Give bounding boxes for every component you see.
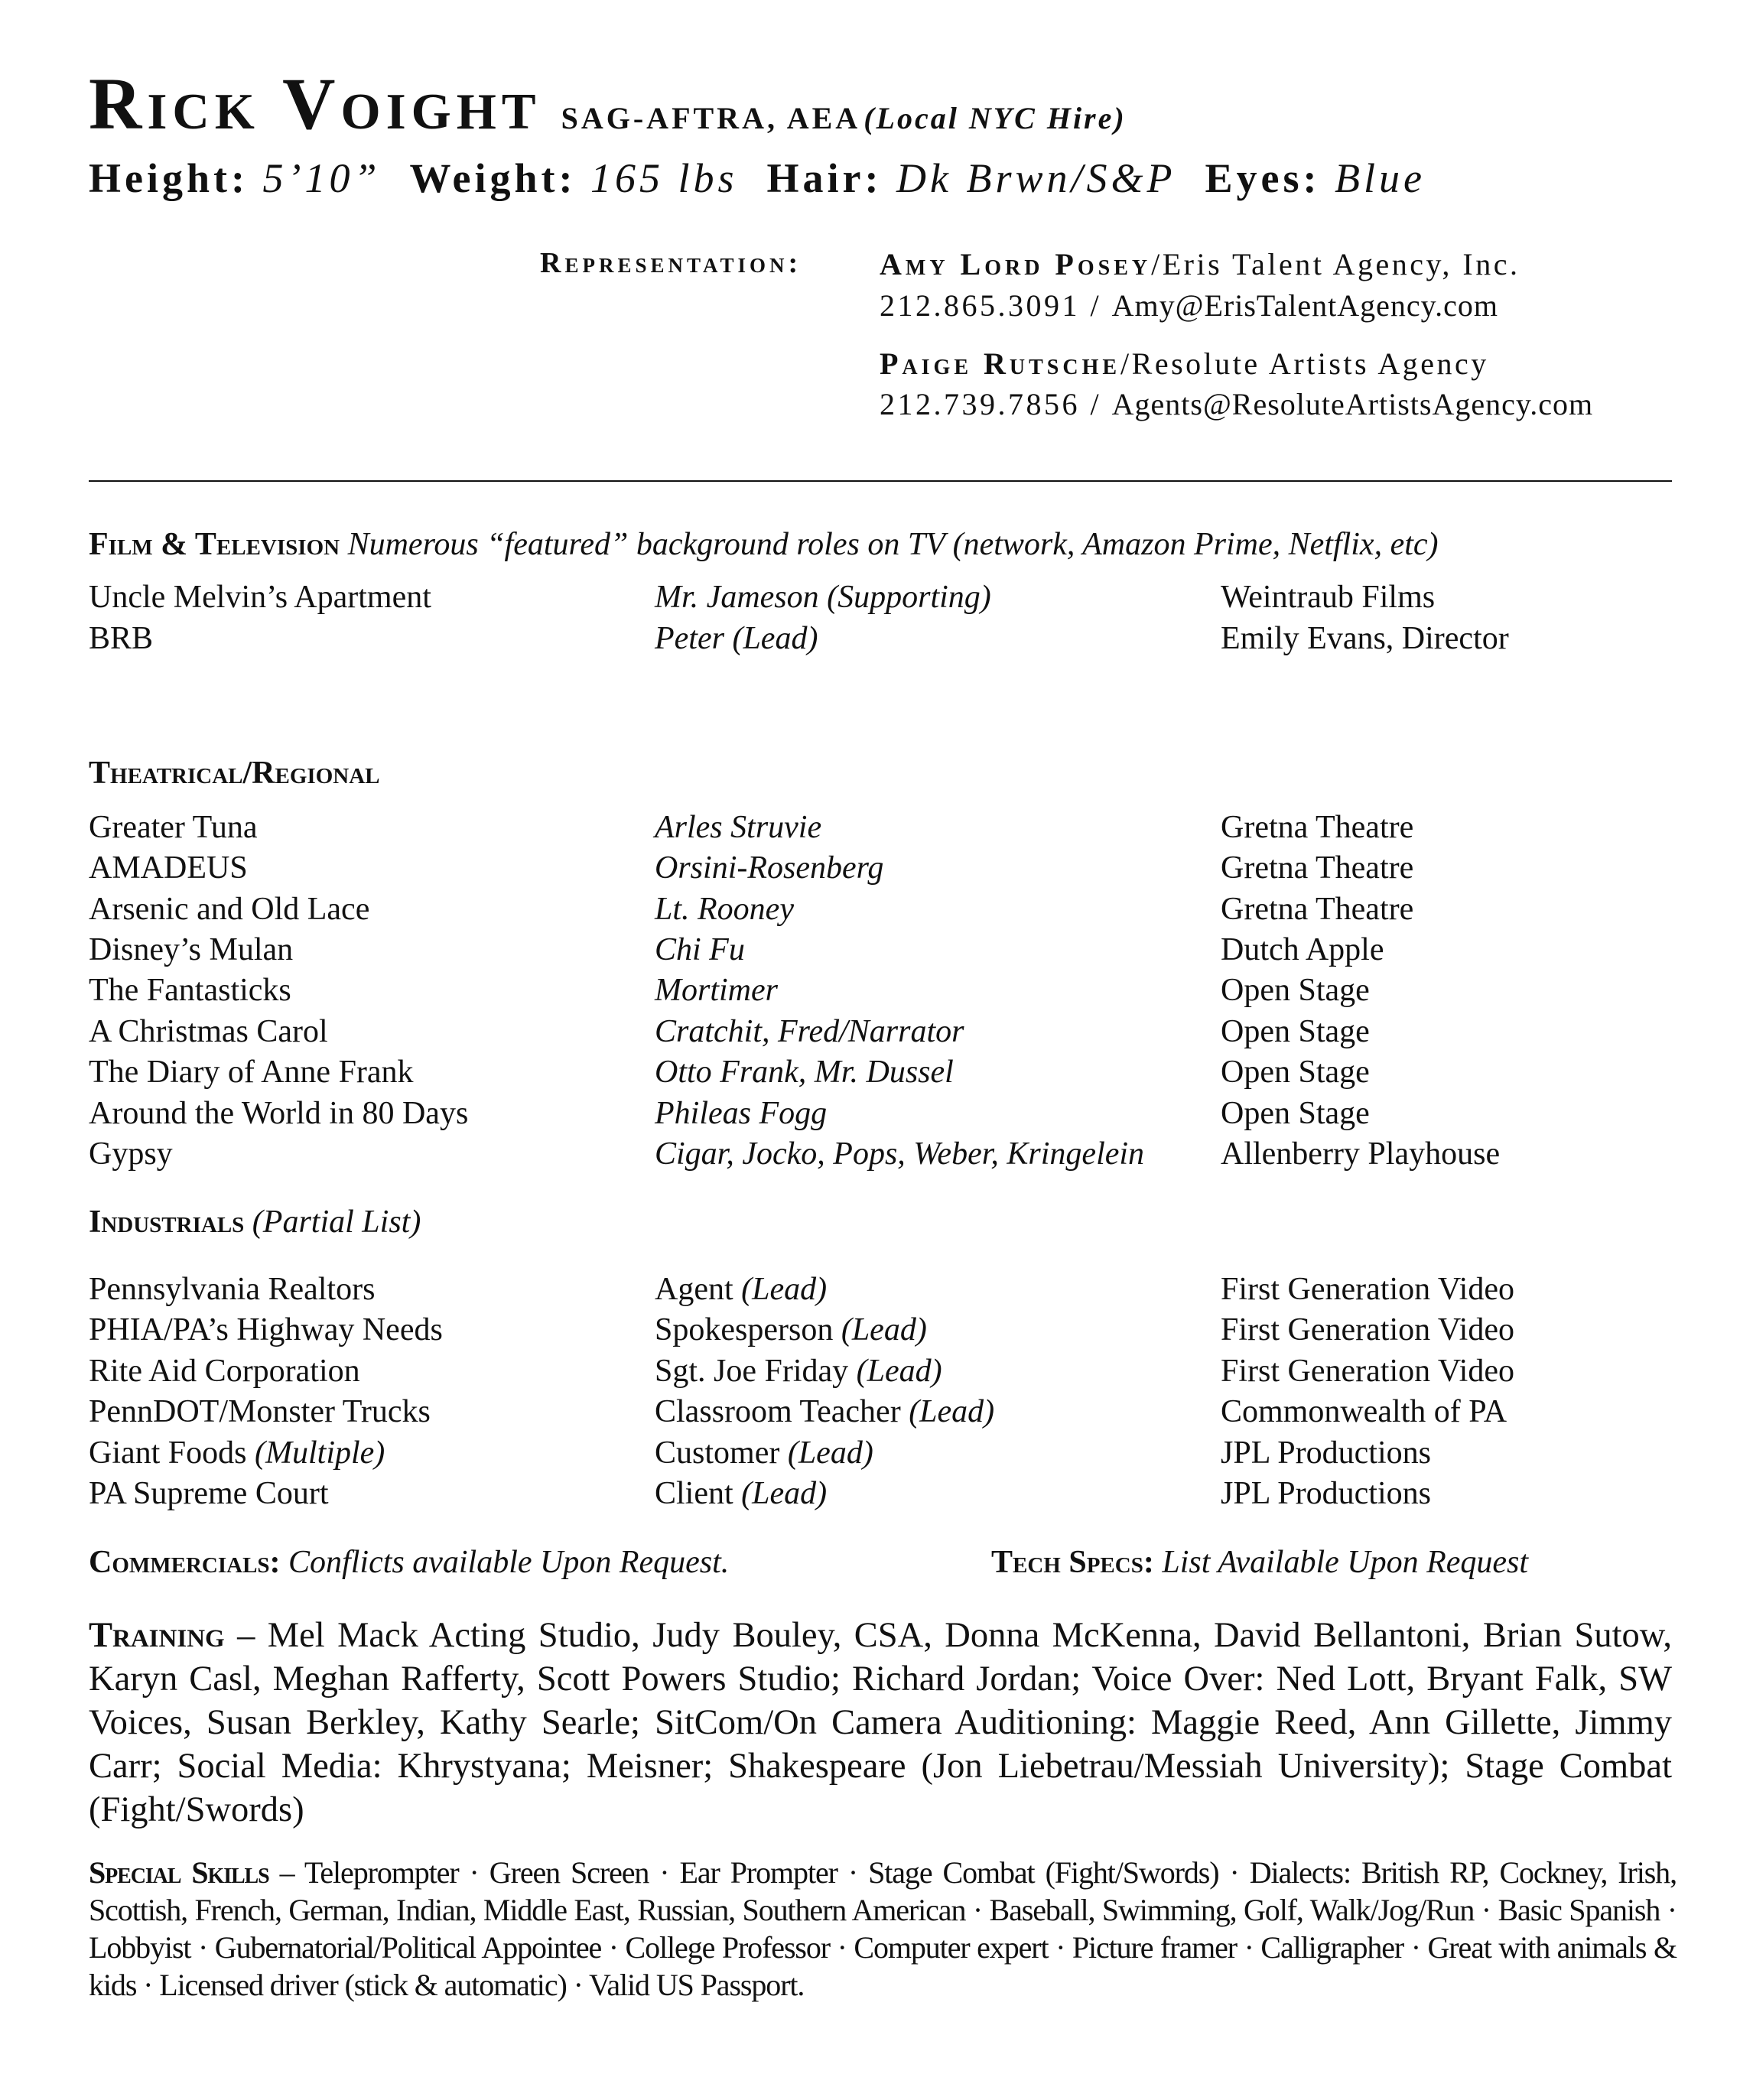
theatre-row-9-role [655,1136,1144,1172]
industrial-row-6-title [89,1475,328,1512]
commercials-line [89,1544,729,1581]
industrial-row-6-role [655,1475,827,1512]
local-hire-note: (Local NYC Hire) [863,101,1127,135]
theatre-row-9-title: Gypsy [89,1136,173,1172]
theatre-row-2-title: AMADEUS [89,850,248,886]
agent-1-phone: 212.865.3091 / [880,288,1112,323]
industrial-row-5-role-note: (Lead) [787,1435,873,1471]
agent-2-name-line [880,346,1489,382]
theatre-row-2-company: Gretna Theatre [1221,850,1414,886]
film-tv-heading: Film & Television [89,527,340,562]
film-row-1-role [655,579,991,616]
theatre-row-9-role-text: Cigar, Jocko, Pops, Weber, Kringelein [655,1136,1145,1172]
theatre-row-1-title: Greater Tuna [89,810,258,845]
film-row-2-title: BRB [89,621,154,656]
training-text: – Mel Mack Acting Studio, Judy Bouley, CSA, Donna McKenna, David Bellantoni, Brian Sutow, Karyn Casl, Meghan Rafferty, Scott Powers Studio; Richard Jordan; Voice Over: Ned Lott, Bryant Falk, SW Voices, Susan Berkley, Kathy Searle; SitCom/On Camera Auditioning: Maggie Reed, Ann Gillette, Jimmy Carr; Social Media: Khrystyana; Meisner; Shakespeare (Jon Liebetrau/Messiah University); Stage Combat (Fight/Swords) [89,1616,1672,1829]
theatre-row-6-title: A Christmas Carol [89,1014,328,1049]
special-skills-heading: Special Skills [89,1855,269,1890]
union-affiliations: SAG-AFTRA, AEA [561,101,861,135]
industrial-row-2-role-text: Spokesperson [655,1312,834,1347]
theatre-row-8-role [655,1095,827,1132]
commercials-heading: Commercials: [89,1545,281,1580]
film-row-1-title: Uncle Melvin’s Apartment [89,580,431,615]
industrial-row-1-role-text: Agent [655,1272,733,1307]
industrial-row-2-role-note: (Lead) [841,1312,927,1347]
theatre-row-6-role [655,1013,964,1050]
film-row-1-role-text: Mr. Jameson (Supporting) [655,580,991,615]
theatre-row-8-title: Around the World in 80 Days [89,1096,469,1131]
special-skills-text: – Teleprompter · Green Screen · Ear Prompter · Stage Combat (Fight/Swords) · Dialects: British RP, Cockney, Irish, Scottish, French, German, Indian, Middle East, Russian, Southern American · Baseball, Swimming, Golf, Walk/Jog/Run · Basic Spanish · Lobbyist · Gubernatorial/Political Appointee · College Professor · Computer expert · Picture framer · Calligrapher · Great with animals & kids · Licensed driver (stick & automatic) · Valid US Passport. [89,1855,1677,2002]
industrial-row-2-title-text: PHIA/PA’s Highway Needs [89,1312,443,1347]
commercials-note: Conflicts available Upon Request. [288,1545,730,1580]
theatre-row-7-role-text: Otto Frank, Mr. Dussel [655,1055,954,1090]
industrial-row-5-role [655,1435,873,1471]
industrial-row-2-title [89,1312,443,1348]
industrial-row-4-title-text: PennDOT/Monster Trucks [89,1394,431,1429]
theatre-row-6-role-text: Cratchit, Fred/Narrator [655,1014,964,1049]
hair-label: Hair: [766,155,883,201]
agent-1-name-line [880,246,1520,282]
representation-label: Representation: [540,247,802,279]
theatre-row-1-role-text: Arles Struvie [655,810,822,845]
agent-2-contact-line [880,386,1593,422]
industrial-row-3-role [655,1353,942,1390]
industrial-row-5-title [89,1435,385,1471]
industrial-row-3-role-text: Sgt. Joe Friday [655,1354,849,1389]
training-heading: Training [89,1616,225,1655]
industrial-row-6-company: JPL Productions [1221,1476,1431,1511]
weight-label: Weight: [409,155,577,201]
industrial-row-1-title [89,1271,375,1308]
tech-specs-note: List Available Upon Request [1162,1545,1529,1580]
agent-2-name: Paige Rutsche [880,346,1121,381]
physical-stats [89,154,1426,202]
theatre-row-7-role [655,1054,954,1091]
industrials-heading-line [89,1204,421,1240]
industrial-row-3-title-text: Rite Aid Corporation [89,1354,360,1389]
height-label: Height: [89,155,249,201]
theatre-row-1-company: Gretna Theatre [1221,810,1414,845]
industrial-row-5-company: JPL Productions [1221,1435,1431,1471]
special-skills-paragraph [89,1854,1677,2004]
agent-1-email[interactable]: Amy@ErisTalentAgency.com [1111,288,1498,323]
hair-value: Dk Brwn/S&P [896,155,1176,201]
theatre-row-1-role [655,809,821,846]
industrial-row-1-role [655,1271,827,1308]
industrial-row-4-role-text: Classroom Teacher [655,1394,901,1429]
industrial-row-2-role [655,1312,927,1348]
theatre-row-3-title: Arsenic and Old Lace [89,892,370,927]
eyes-value: Blue [1334,155,1426,201]
film-row-2-company: Emily Evans, Director [1221,621,1509,656]
eyes-label: Eyes: [1205,155,1321,201]
tech-specs-heading: Tech Specs: [991,1545,1154,1580]
agent-2-email[interactable]: Agents@ResoluteArtistsAgency.com [1111,387,1594,421]
industrial-row-4-company: Commonwealth of PA [1221,1394,1507,1429]
weight-value: 165 lbs [590,155,738,201]
industrial-row-2-company: First Generation Video [1221,1312,1514,1347]
industrial-row-5-title-note: (Multiple) [255,1435,385,1471]
theatre-heading-line [89,755,379,792]
theatre-row-8-company: Open Stage [1221,1096,1370,1131]
theatre-row-7-company: Open Stage [1221,1055,1370,1090]
industrial-row-5-role-text: Customer [655,1435,780,1471]
industrial-row-3-company: First Generation Video [1221,1354,1514,1389]
theatre-row-8-role-text: Phileas Fogg [655,1096,828,1131]
industrial-row-3-title [89,1353,360,1390]
theatre-row-4-title: Disney’s Mulan [89,932,294,967]
industrial-row-4-title [89,1393,431,1430]
film-row-2-role [655,620,818,657]
film-tv-heading-line [89,526,1439,563]
theatre-row-4-company: Dutch Apple [1221,932,1384,967]
theatre-row-6-company: Open Stage [1221,1014,1370,1049]
theatre-row-2-role-text: Orsini-Rosenberg [655,850,884,886]
industrials-note: (Partial List) [252,1204,421,1240]
industrial-row-1-title-text: Pennsylvania Realtors [89,1272,376,1307]
theatre-row-4-role-text: Chi Fu [655,932,745,967]
agent-2-agency: /Resolute Artists Agency [1120,346,1489,381]
theatre-row-3-company: Gretna Theatre [1221,892,1414,927]
theatre-row-3-role [655,891,794,928]
film-tv-note: Numerous “featured” background roles on TV (network, Amazon Prime, Netflix, etc) [347,527,1439,562]
theatre-row-3-role-text: Lt. Rooney [655,892,794,927]
theatre-row-9-company: Allenberry Playhouse [1221,1136,1501,1172]
tech-specs-line [991,1544,1528,1581]
theatre-row-5-role [655,972,778,1009]
film-row-2-role-text: Peter (Lead) [655,621,818,656]
theatre-row-5-role-text: Mortimer [655,973,778,1008]
theatre-row-5-company: Open Stage [1221,973,1370,1008]
header-name-line [89,61,1127,153]
agent-1-agency: /Eris Talent Agency, Inc. [1151,247,1520,281]
industrial-row-5-title-text: Giant Foods [89,1435,247,1471]
theatre-heading: Theatrical/Regional [89,756,380,791]
theatre-row-7-title: The Diary of Anne Frank [89,1055,414,1090]
industrial-row-1-company: First Generation Video [1221,1272,1514,1307]
height-value: 5’10” [262,155,381,201]
industrial-row-1-role-note: (Lead) [741,1272,828,1307]
theatre-row-5-title: The Fantasticks [89,973,291,1008]
industrial-row-6-title-text: PA Supreme Court [89,1476,329,1511]
theatre-row-4-role [655,931,745,968]
training-paragraph [89,1614,1672,1832]
industrials-heading: Industrials [89,1204,245,1240]
industrial-row-4-role [655,1393,994,1430]
agent-1-name: Amy Lord Posey [880,247,1152,281]
film-row-1-company: Weintraub Films [1221,580,1436,615]
industrial-row-4-role-note: (Lead) [909,1394,995,1429]
agent-1-contact-line [880,288,1498,323]
actor-name: Rick Voight [89,63,542,145]
header-divider [89,480,1672,482]
industrial-row-6-role-note: (Lead) [741,1476,828,1511]
industrial-row-3-role-note: (Lead) [856,1354,942,1389]
agent-2-phone: 212.739.7856 / [880,387,1112,421]
theatre-row-2-role [655,850,883,886]
industrial-row-6-role-text: Client [655,1476,733,1511]
